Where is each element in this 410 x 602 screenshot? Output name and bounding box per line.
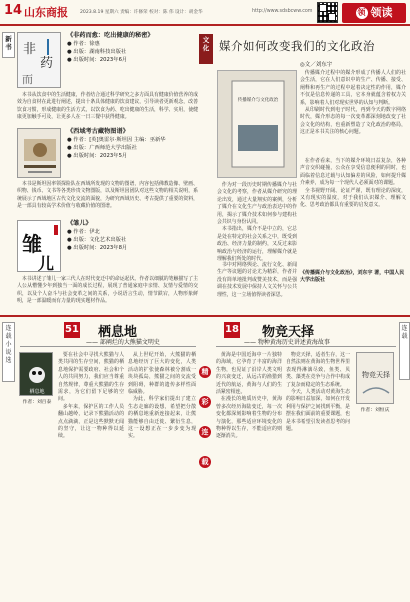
book-note-3 [17, 220, 198, 315]
serial-left-cover-title: 栖息地 [29, 389, 45, 395]
book-info-1 [67, 32, 197, 64]
section-divider [0, 315, 410, 317]
serial-paragraph: 要在社会中寻找大熊猫与人类共同的生存空间，熊猫的栖息地保护需要政府、社会和个人的共同努力，我们应当尊重自然规律，尊重大熊猫的生存需求，为它们留下足够的空间。 [58, 352, 124, 403]
serial-paragraph: 黄海是中国近海中一片独特的海域，它孕育了丰富的海洋生物，也见证了沿岸人类文明的兴衰变迁，从远古的渔猎到近代的航运，黄海与人们的生活紧密相连。 [216, 352, 282, 396]
serial-left-number: 51 [64, 322, 80, 338]
serial-right-cover-caption: 作者：刘恒庆 [360, 408, 390, 413]
book-cover-2 [17, 128, 61, 178]
page-number: 14 [4, 3, 23, 18]
tag-serial-left: 连载小说选 [2, 322, 15, 382]
article-caption: 《传播媒介与文化政治》，刘东宇 著，中国人民大学出版社 [300, 270, 405, 283]
book-cover-1-art [18, 33, 61, 88]
serial-left-subtitle: —— 部阐烂的大熊猫文明史 [86, 339, 160, 346]
serial-right-title: 物竞天择 [262, 325, 315, 340]
serial-left-cover-art [20, 353, 53, 396]
section-badge [342, 3, 406, 23]
article-col-2 [217, 182, 297, 263]
book-title-3[interactable]: 《雏儿》 [67, 220, 92, 227]
book-author-1: ● 作者：徐惠 [67, 41, 100, 47]
svg-text:药: 药 [40, 56, 54, 71]
book-title-1[interactable]: 《非药而愈：吃出健康的秘密》 [67, 32, 154, 39]
ribbon-char: 精 [199, 366, 211, 378]
article-book-photo [217, 70, 297, 178]
article-paragraph: 书中对网络舆论、流行文化、新闻生产等议题的讨论尤为精彩，作者并没有简单地批判或赞美技术，而是强调在技术发展中保持人文关怀与公共理性，这一立场值得读者深思。 [217, 262, 297, 298]
issue-meta: 2023.8.19 星期六 责编：许修荣 校对：陈 伟 设计：胡金华 [80, 10, 203, 15]
serial-right-rule [216, 346, 396, 347]
book-publisher-3: ● 出版：文化艺术出版社 [67, 237, 127, 243]
book-info-3 [67, 220, 197, 252]
book-cover-1 [17, 32, 61, 88]
serial-left-rule [20, 346, 196, 347]
serial-left-cover [19, 352, 53, 396]
book-date-1: ● 出版时间：2023年6月 [67, 57, 128, 63]
book-publisher-2: ● 出版：广西师范大学出版社 [67, 145, 137, 151]
svg-text:非: 非 [23, 42, 37, 57]
book-note-2 [17, 128, 198, 218]
article-title: 媒介如何改变我们的文化政治 [219, 39, 375, 53]
article-paragraph: 全书视野开阔、论证严谨，既有理论的深度，又有现实的温度，对于我们认识媒介、理解文化、思考政治都具有重要的启发意义。 [300, 187, 406, 209]
serial-paragraph: 今天，人类活动对黄海生态的影响日益加深，如何在开发利用与保护之间找到平衡，是摆在我们面前的重要课题，也是本书希望引发读者思考的问题。 [286, 389, 350, 433]
article-col-3 [300, 158, 406, 210]
book-publisher-1: ● 出版：湖南科技出版社 [67, 49, 127, 55]
serial-left-cover-caption: 作者：刘百泰 [22, 400, 52, 405]
section-badge-icon: 领 [357, 8, 366, 17]
book-cover-2-art [18, 129, 61, 178]
page-header [0, 0, 410, 26]
serial-right-col-2 [286, 352, 350, 433]
serial-left-col-1 [58, 352, 124, 441]
serial-left-col-2 [128, 352, 196, 441]
article-paragraph: 作为对一段历史时期传播媒介与社会文化的考察，作者从媒介研究的理论出发，通过大量翔实的案例，分析了媒介在文化生产与政治表达中的作用，揭示了媒介技术如何参与建构社会共识与身份认同。 [217, 182, 297, 226]
book-title-2[interactable]: 《西域考古藏物图谱》 [67, 128, 129, 135]
ribbon-char: 连 [199, 426, 211, 438]
article-book-photo-title: 传播媒介与文化政治 [237, 98, 279, 103]
serial-right-subtitle: —— 物种黄海历史讲述黄海故事 [244, 339, 330, 346]
svg-text:儿: 儿 [38, 254, 55, 272]
article-col-4 [217, 262, 297, 299]
ribbon-char: 载 [199, 456, 211, 468]
article-col-1 [300, 70, 406, 137]
book-desc-1: 本书从饮食中的生活健康，作者结合通过科学研究之多方面具有健康价值营养的成效为自食材在此进行阐述，提出十条具体健康的饮食建议，引导读者更新观念，改善饮食习惯，形成健康的生活方式，以饮食为药、吃出健康的生活，科学、实用，使健康更加触手可及，让更多人在一日三餐中获得健康。 [17, 92, 198, 121]
newspaper-name: 山东商报 [24, 6, 68, 19]
serial-right-cover-art [357, 353, 394, 404]
book-cover-3-art [18, 221, 61, 272]
article-paragraph: 传播媒介过程中的媒介形成了传播人人们的社会生活，它在人们意识中的生产、传播、接受、阐释和再生产的过程中起着决定性的作用，媒介不仅是信息传递的工具，它本身就蕴含着权力关系，影响着人们对现实世界的认知与判断。 [300, 70, 406, 106]
serial-right-col-1 [216, 352, 282, 441]
book-cover-3 [17, 220, 61, 272]
article-author: ◎文／刘东宇 [300, 62, 333, 68]
tag-serial-right: 连载 [399, 322, 410, 380]
book-desc-2: 本书是斯坦因率领探险队在西域所发现的文物的图谱，内容包括佛教造像、壁画、织物、钱币、文书等各类珍贵文物图版，以及斯坦因团队对这些文物的相关说明，系统展示了西域地区古代文化交流的面貌，为研究西域历史、考古提供了重要的资料，是一部具有较高学术价值与收藏价值的图谱。 [17, 181, 198, 210]
svg-text:而: 而 [22, 73, 33, 86]
book-date-3: ● 出版时间：2023年8月 [67, 245, 128, 251]
article-book-photo-art [218, 71, 297, 178]
serial-paragraph: 物竞天择，适者生存，这一自然法则在黄海的生物世界里表现得淋漓尽致，鱼类、贝类、藻类在竞争与合作中构成了复杂而稳定的生态系统。 [286, 352, 350, 388]
serial-right-number: 18 [224, 322, 240, 338]
tag-new-books: 新书 [2, 32, 15, 58]
book-author-2: ● 作者：[英]奥雷尔·斯坦因 主编：巫新华 [67, 137, 166, 143]
serial-left-title: 栖息地 [98, 325, 138, 340]
featured-serial-ribbon [199, 366, 211, 562]
qr-code-icon[interactable] [317, 2, 338, 23]
svg-text:雏: 雏 [22, 232, 42, 256]
serial-paragraph: 为此，科学家们提出了建立生态走廊的设想，希望把分散的栖息地重新连接起来，让熊猫能够自由迁徙、繁衍生息，这一设想正在一步步变为现实。 [128, 396, 196, 440]
book-desc-3: 本书讲述了雏儿一家三代人在时代变迁中的命运起伏。作者以细腻的笔触描写了主人公从懵懂少年到独当一面的成长过程，展现了普通家庭中亲情、友情与爱情的交织，以及个人奋斗与社会变革之间的关系，小说语言生动，情节跌宕，人物形象鲜明，是一部温暖而有力量的现实题材作品。 [17, 276, 198, 305]
section-badge-label: 领读 [370, 6, 393, 19]
book-author-3: ● 作者：伊北 [67, 229, 100, 235]
serial-right-cover-title: 物竞天择 [362, 371, 390, 379]
book-date-2: ● 出版时间：2023年5月 [67, 153, 128, 159]
serial-paragraph: 从上世纪开始，大熊猫的栖息地经历了巨大的变化，人类活动的扩张使森林被分割成一块块孤岛，熊猫之间的交流受到阻碍，种群的遗传多样性面临威胁。 [128, 352, 196, 396]
book-info-2 [67, 128, 197, 160]
serial-paragraph: 在漫长的地质历史中，黄海曾多次经历海陆变迁，每一次变化都深刻影响着生物的分布与演化，那些适应环境变化的物种得以生存，不能适应的则逐渐消失。 [216, 396, 282, 440]
tag-culture: 文化 [199, 34, 213, 64]
ribbon-char: 彩 [199, 396, 211, 408]
book-note-1 [17, 32, 198, 124]
website-url[interactable]: http://www.sdsbcww.com [252, 9, 313, 14]
article-paragraph: 本书指出，媒介不是中立的，它总是处在特定的社会关系之中，既受到政治、经济力量的制约，又反过来影响政治与经济的运行，理解媒介就是理解我们所处的时代。 [217, 226, 297, 263]
serial-right-cover [356, 352, 394, 404]
serial-paragraph: 多年来，保护区的工作人员翻山越岭，记录下熊猫活动的点点滴滴，正是这些默默无闻的坚守，让这一物种得以延续。 [58, 403, 124, 440]
article-paragraph: 从印刷时代到电子时代，再到今天的数字网络时代，媒介形态的每一次变革都深刻地改变了社会文化的结构，也重新塑造了文化政治的格局，这正是本书关注的核心问题。 [300, 107, 406, 136]
article-paragraph: 在作者看来，当下的媒介环境日益复杂，各种声音交织碰撞，公众在享受信息便利的同时，也面临着信息过载与认知偏差的风险，如何提升媒介素养，成为每一个现代人必须面对的课题。 [300, 158, 406, 187]
